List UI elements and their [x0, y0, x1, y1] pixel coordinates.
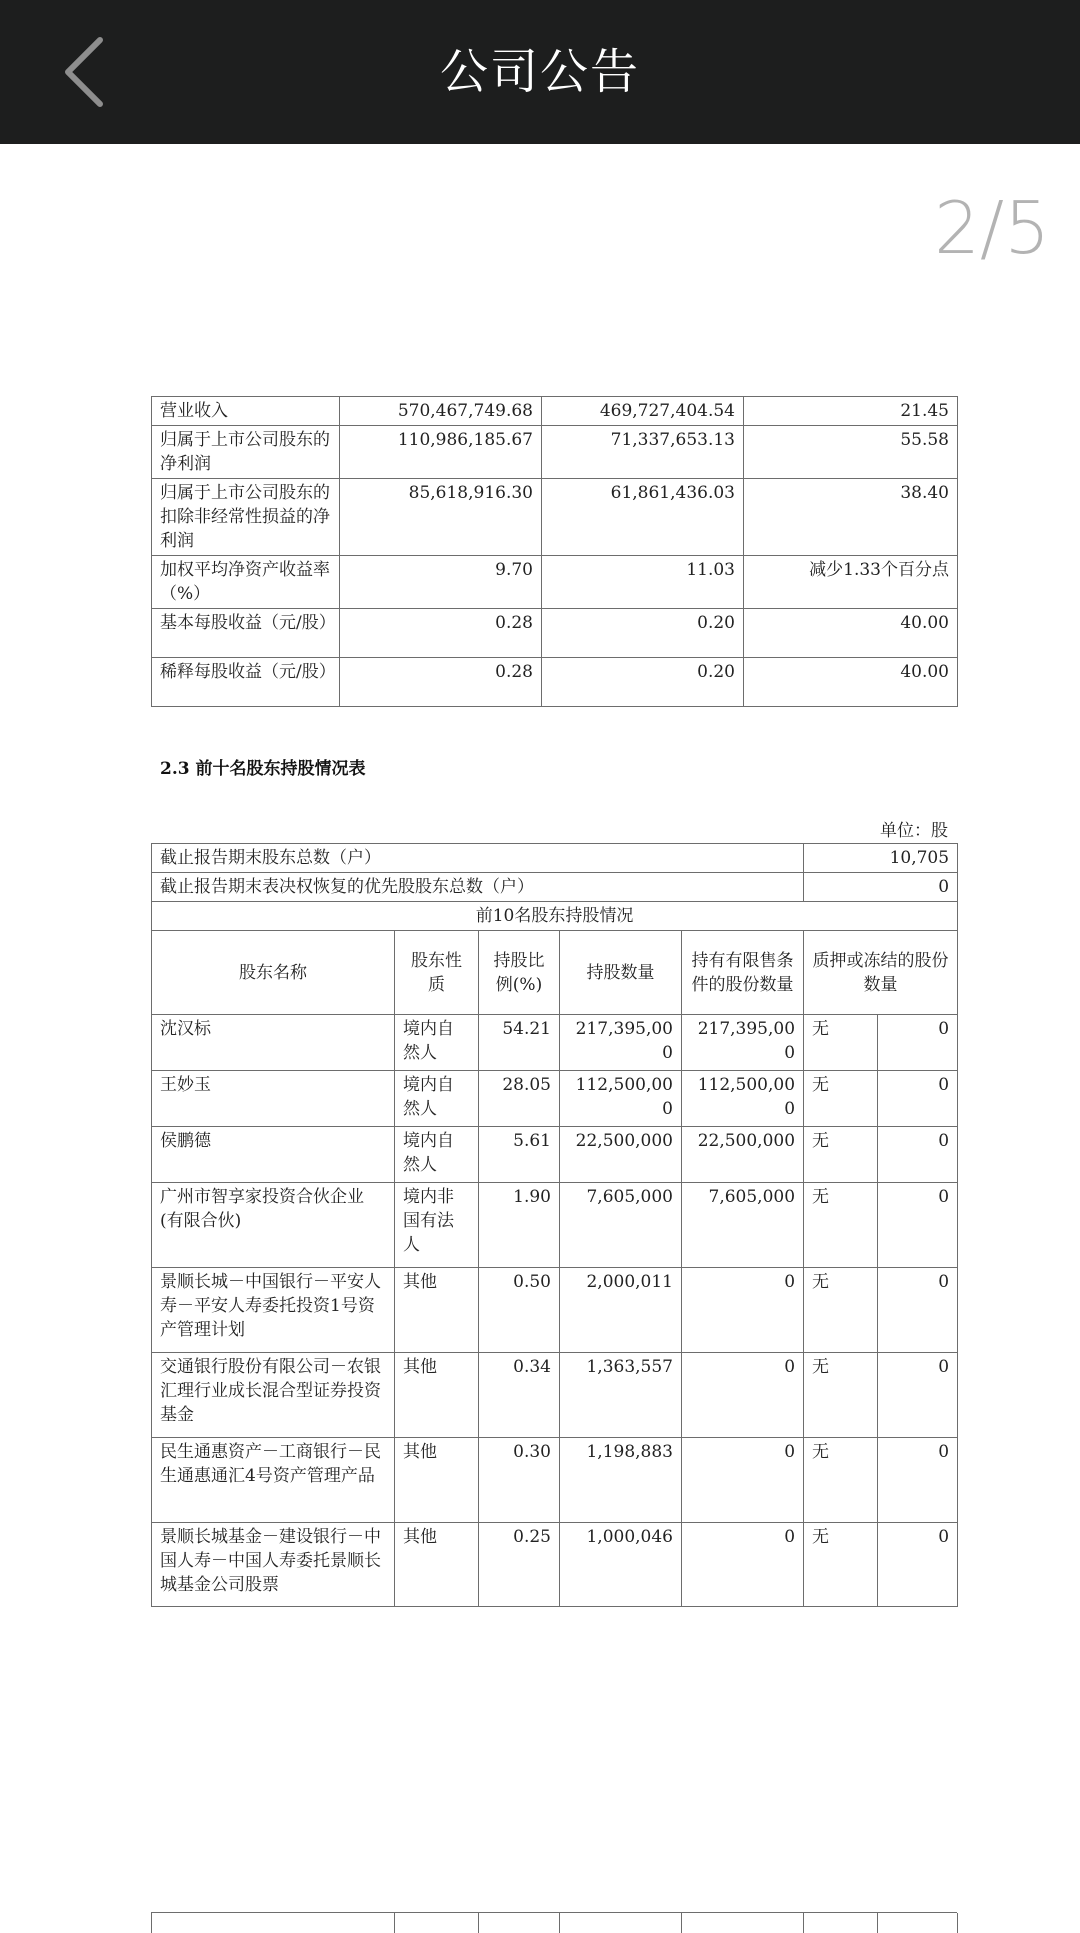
holder-nature: 其他	[395, 1438, 479, 1523]
financial-current: 9.70	[340, 556, 542, 609]
holder-pledge-status: 无	[804, 1523, 878, 1607]
financial-row	[152, 426, 958, 479]
financial-table	[151, 396, 958, 707]
top10-caption-row	[152, 902, 958, 931]
holder-name: 景顺长城基金－建设银行－中国人寿－中国人寿委托景顺长城基金公司股票	[152, 1523, 395, 1607]
financial-row	[152, 609, 958, 658]
financial-row	[152, 397, 958, 426]
financial-current: 85,618,916.30	[340, 479, 542, 556]
next-table-fragment	[151, 1912, 957, 1933]
financial-previous: 0.20	[542, 658, 744, 707]
holder-quantity: 22,500,000	[560, 1127, 682, 1183]
holder-name: 沈汉标	[152, 1015, 395, 1071]
holder-ratio: 0.30	[479, 1438, 560, 1523]
financial-current: 0.28	[340, 609, 542, 658]
holder-restricted: 0	[682, 1523, 804, 1607]
table-row	[152, 1268, 958, 1353]
holder-restricted: 0	[682, 1268, 804, 1353]
financial-label: 基本每股收益（元/股）	[152, 609, 340, 658]
holder-restricted: 0	[682, 1438, 804, 1523]
financial-previous: 11.03	[542, 556, 744, 609]
holder-nature: 境内自然人	[395, 1071, 479, 1127]
holder-quantity: 7,605,000	[560, 1183, 682, 1268]
top10-caption: 前10名股东持股情况	[152, 902, 958, 931]
holder-restricted: 22,500,000	[682, 1127, 804, 1183]
holder-ratio: 0.50	[479, 1268, 560, 1353]
financial-change: 55.58	[744, 426, 958, 479]
financial-previous: 61,861,436.03	[542, 479, 744, 556]
holder-pledge-quantity: 0	[878, 1353, 958, 1438]
holder-pledge-quantity: 0	[878, 1015, 958, 1071]
holder-ratio: 5.61	[479, 1127, 560, 1183]
holder-ratio: 0.25	[479, 1523, 560, 1607]
holder-ratio: 54.21	[479, 1015, 560, 1071]
holder-ratio: 0.34	[479, 1353, 560, 1438]
holder-pledge-status: 无	[804, 1183, 878, 1268]
holder-restricted: 0	[682, 1353, 804, 1438]
financial-change: 21.45	[744, 397, 958, 426]
holder-quantity: 112,500,000	[560, 1071, 682, 1127]
holder-name: 广州市智享家投资合伙企业(有限合伙)	[152, 1183, 395, 1268]
table-row	[152, 1523, 958, 1607]
header-quantity: 持股数量	[560, 931, 682, 1015]
unit-note: 单位：股	[880, 821, 948, 841]
holder-name: 民生通惠资产－工商银行－民生通惠通汇4号资产管理产品	[152, 1438, 395, 1523]
holder-name: 交通银行股份有限公司－农银汇理行业成长混合型证券投资基金	[152, 1353, 395, 1438]
holder-nature: 境内自然人	[395, 1015, 479, 1071]
financial-current: 110,986,185.67	[340, 426, 542, 479]
holder-pledge-status: 无	[804, 1015, 878, 1071]
header-row	[152, 931, 958, 1015]
financial-row	[152, 479, 958, 556]
header-nature: 股东性质	[395, 931, 479, 1015]
holder-name: 王妙玉	[152, 1071, 395, 1127]
holder-name: 景顺长城－中国银行－平安人寿－平安人寿委托投资1号资产管理计划	[152, 1268, 395, 1353]
holder-pledge-quantity: 0	[878, 1523, 958, 1607]
holder-pledge-quantity: 0	[878, 1183, 958, 1268]
financial-previous: 0.20	[542, 609, 744, 658]
financial-current: 0.28	[340, 658, 542, 707]
table-row	[152, 1353, 958, 1438]
holder-pledge-status: 无	[804, 1071, 878, 1127]
holder-nature: 境内非国有法人	[395, 1183, 479, 1268]
financial-change: 减少1.33个百分点	[744, 556, 958, 609]
financial-current: 570,467,749.68	[340, 397, 542, 426]
holder-pledge-quantity: 0	[878, 1127, 958, 1183]
preferred-holders-label: 截止报告期末表决权恢复的优先股股东总数（户）	[152, 873, 804, 902]
financial-change: 38.40	[744, 479, 958, 556]
holder-pledge-quantity: 0	[878, 1268, 958, 1353]
header-name: 股东名称	[152, 931, 395, 1015]
holder-nature: 其他	[395, 1523, 479, 1607]
holder-pledge-status: 无	[804, 1268, 878, 1353]
total-holders-label: 截止报告期末股东总数（户）	[152, 844, 804, 873]
holder-pledge-status: 无	[804, 1438, 878, 1523]
page-title: 公司公告	[439, 44, 640, 100]
header-ratio: 持股比例(%)	[479, 931, 560, 1015]
holder-pledge-status: 无	[804, 1127, 878, 1183]
holder-nature: 其他	[395, 1268, 479, 1353]
holder-quantity: 1,363,557	[560, 1353, 682, 1438]
table-row	[152, 1071, 958, 1127]
holder-pledge-status: 无	[804, 1353, 878, 1438]
page-indicator: 2/5	[934, 186, 1050, 270]
total-holders-row	[152, 844, 958, 873]
holder-name: 侯鹏德	[152, 1127, 395, 1183]
table-row	[152, 1015, 958, 1071]
holder-pledge-quantity: 0	[878, 1438, 958, 1523]
top-bar	[0, 0, 1080, 144]
section-title: 2.3 前十名股东持股情况表	[160, 759, 366, 779]
holder-nature: 其他	[395, 1353, 479, 1438]
holder-quantity: 217,395,000	[560, 1015, 682, 1071]
shareholders-table	[151, 843, 958, 1607]
total-holders-value: 10,705	[804, 844, 958, 873]
financial-label: 加权平均净资产收益率（%）	[152, 556, 340, 609]
financial-change: 40.00	[744, 609, 958, 658]
financial-previous: 71,337,653.13	[542, 426, 744, 479]
preferred-holders-value: 0	[804, 873, 958, 902]
financial-row	[152, 556, 958, 609]
header-restricted: 持有有限售条件的股份数量	[682, 931, 804, 1015]
preferred-holders-row	[152, 873, 958, 902]
table-row	[152, 1438, 958, 1523]
header-pledged: 质押或冻结的股份数量	[804, 931, 958, 1015]
financial-label: 归属于上市公司股东的扣除非经常性损益的净利润	[152, 479, 340, 556]
holder-restricted: 7,605,000	[682, 1183, 804, 1268]
holder-restricted: 217,395,000	[682, 1015, 804, 1071]
holder-ratio: 28.05	[479, 1071, 560, 1127]
holder-pledge-quantity: 0	[878, 1071, 958, 1127]
financial-label: 稀释每股收益（元/股）	[152, 658, 340, 707]
table-row	[152, 1127, 958, 1183]
holder-restricted: 112,500,000	[682, 1071, 804, 1127]
financial-change: 40.00	[744, 658, 958, 707]
holder-quantity: 2,000,011	[560, 1268, 682, 1353]
financial-row	[152, 658, 958, 707]
holder-quantity: 1,198,883	[560, 1438, 682, 1523]
financial-previous: 469,727,404.54	[542, 397, 744, 426]
financial-label: 营业收入	[152, 397, 340, 426]
holder-quantity: 1,000,046	[560, 1523, 682, 1607]
table-row	[152, 1183, 958, 1268]
holder-ratio: 1.90	[479, 1183, 560, 1268]
financial-label: 归属于上市公司股东的净利润	[152, 426, 340, 479]
holder-nature: 境内自然人	[395, 1127, 479, 1183]
